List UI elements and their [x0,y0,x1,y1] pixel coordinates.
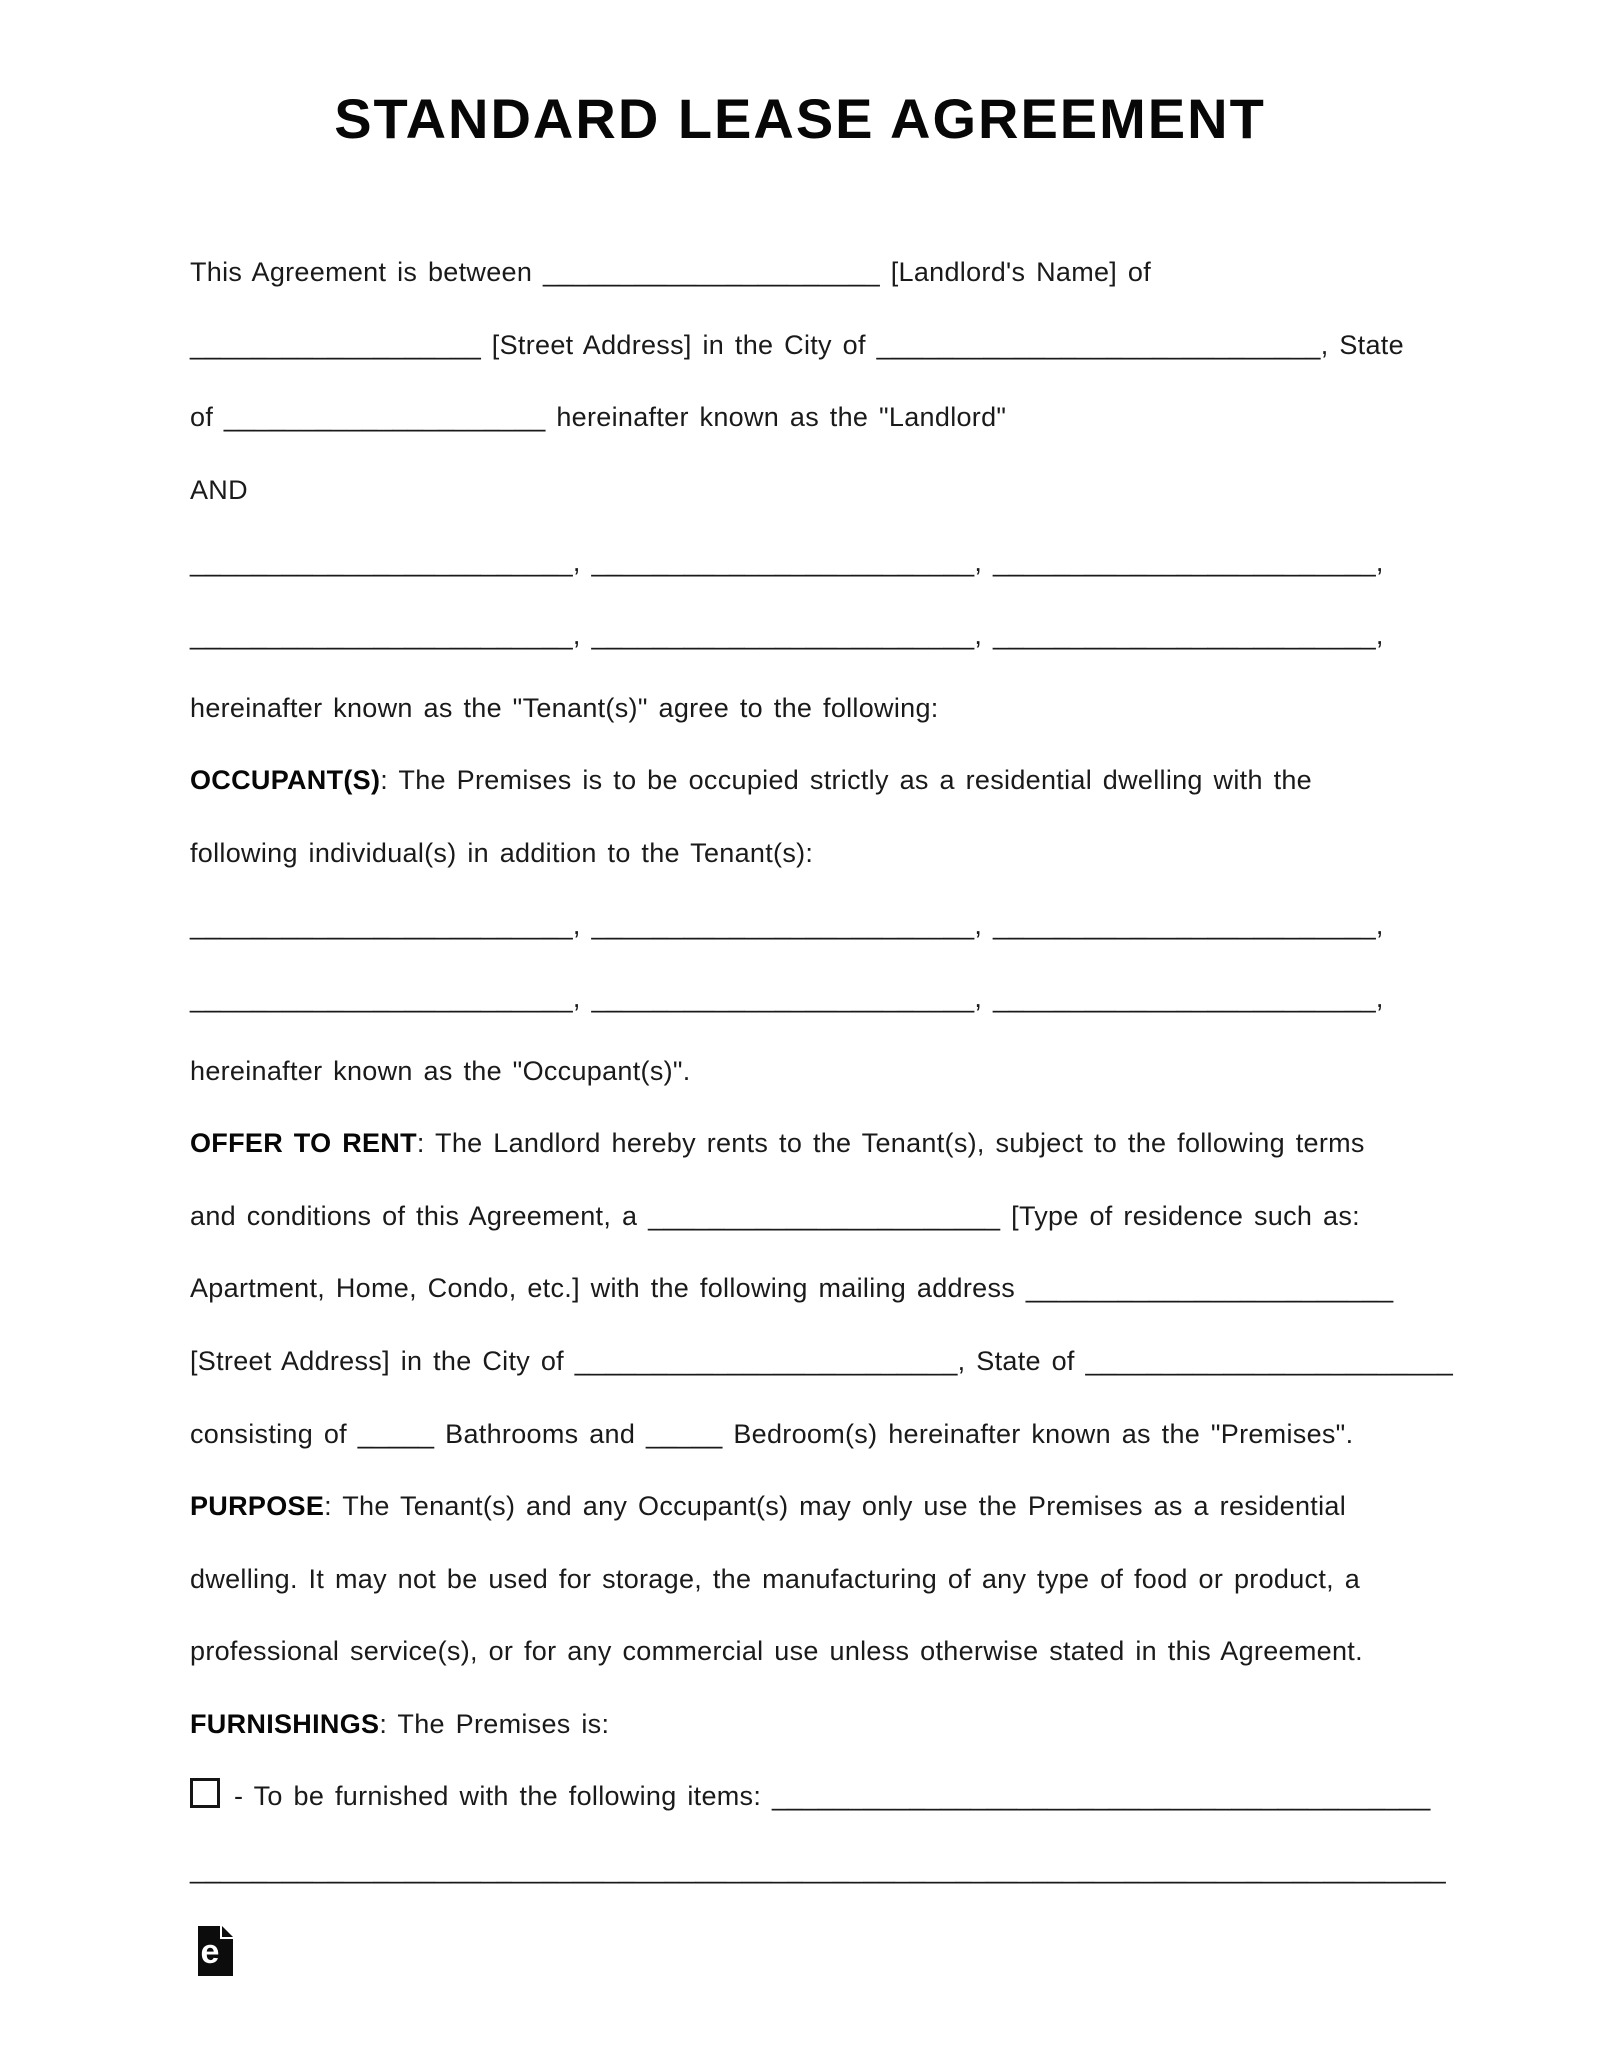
form-line [190,744,1418,817]
form-line [190,1543,1418,1616]
line-text: ___________________ [Street Address] in the City of _____________________________, State [190,329,1404,360]
form-line [190,381,1418,454]
form-line [190,889,1418,962]
form-line [190,1470,1418,1543]
line-text: following individual(s) in addition to the Tenant(s): [190,837,814,868]
form-line [190,454,1418,527]
line-text: __________________________________________________________________________________ [190,1854,1446,1885]
form-line [190,962,1418,1035]
line-text: : The Premises is: [379,1708,610,1739]
line-text: of _____________________ hereinafter known as the "Landlord" [190,402,1007,433]
line-text: _________________________, _________________________, _________________________, [190,547,1384,578]
section-heading: OFFER TO RENT [190,1128,417,1159]
form-line [190,1398,1418,1471]
page-title: STANDARD LEASE AGREEMENT [334,87,1266,150]
line-text: : The Premises is to be occupied strictly as a residential dwelling with the [380,765,1313,796]
line-text: AND [190,474,248,505]
line-text: and conditions of this Agreement, a _______________________ [Type of residence such as: [190,1200,1360,1231]
form-line [190,1107,1418,1180]
line-text: hereinafter known as the "Tenant(s)" agree to the following: [190,692,939,723]
form-line [190,1180,1418,1253]
document-body [190,236,1454,1906]
section-heading: OCCUPANT(S) [190,765,381,796]
form-line [190,236,1418,309]
line-text: _________________________, _________________________, _________________________, [190,910,1384,941]
line-text: - To be furnished with the following items: ___________________________________________ [234,1781,1431,1812]
form-line [190,1615,1418,1688]
form-line [190,599,1418,672]
line-text: _________________________, _________________________, _________________________, [190,982,1384,1013]
eforms-logo [198,1926,233,1976]
line-text: dwelling. It may not be used for storage, the manufacturing of any type of food or product, a [190,1563,1361,1594]
form-line [190,309,1418,382]
line-text: [Street Address] in the City of _________________________, State of ________________________ [190,1345,1454,1376]
form-line [190,817,1418,890]
form-line [190,1688,1418,1761]
line-text: : The Landlord hereby rents to the Tenant(s), subject to the following terms [416,1128,1365,1159]
line-text: _________________________, _________________________, _________________________, [190,619,1384,650]
form-line [190,1252,1418,1325]
line-text: Apartment, Home, Condo, etc.] with the following mailing address ________________________ [190,1273,1394,1304]
form-line [190,1325,1454,1398]
section-heading: PURPOSE [190,1491,325,1522]
furnished-checkbox-icon[interactable] [190,1778,220,1808]
logo-letter: e [200,1933,220,1971]
line-text: hereinafter known as the "Occupant(s)". [190,1055,691,1086]
form-line [190,1833,1446,1906]
form-line [190,1760,1431,1833]
form-line [190,526,1418,599]
form-line [190,672,1418,745]
line-text: professional service(s), or for any commercial use unless otherwise stated in this Agreement. [190,1636,1363,1667]
line-text: : The Tenant(s) and any Occupant(s) may only use the Premises as a residential [324,1491,1347,1522]
section-heading: FURNISHINGS [190,1708,380,1739]
form-line [190,1035,1418,1108]
line-text: This Agreement is between ______________________ [Landlord's Name] of [190,257,1152,287]
line-text: consisting of _____ Bathrooms and _____ Bedroom(s) hereinafter known as the "Premises". [190,1418,1354,1449]
